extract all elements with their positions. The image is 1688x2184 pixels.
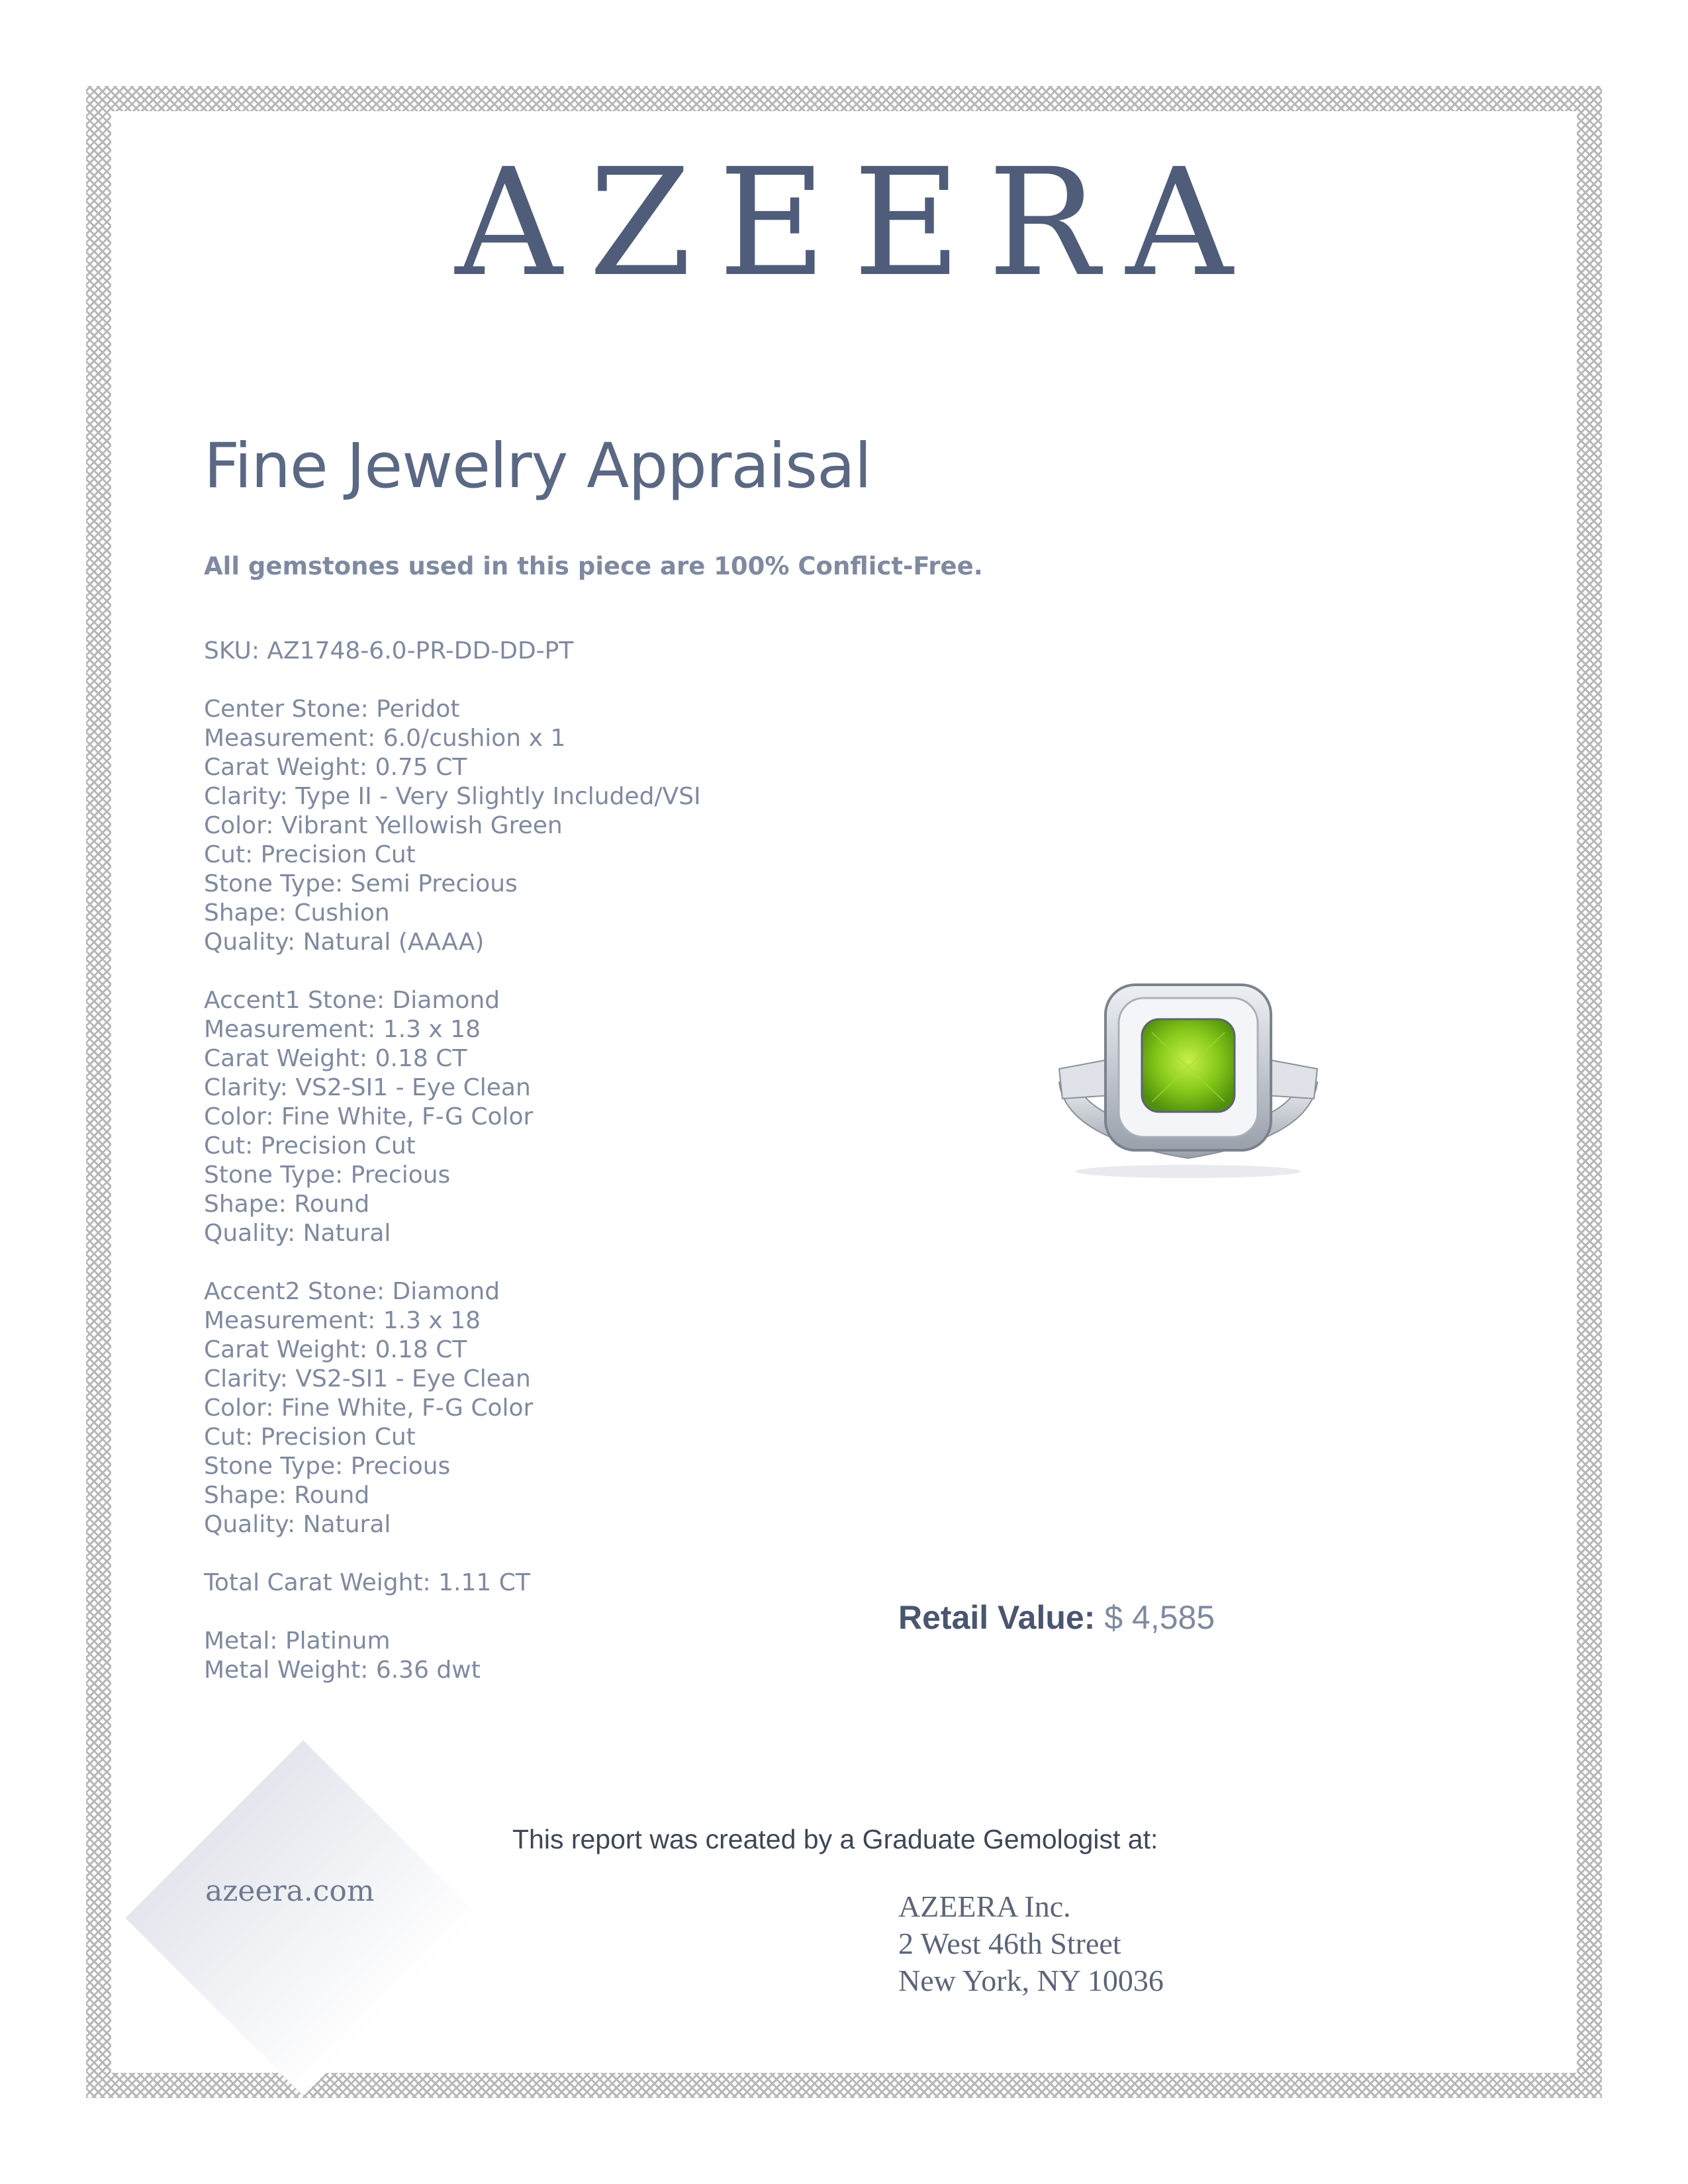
detail-line: Stone Type: Precious — [204, 1161, 451, 1189]
detail-line: Shape: Cushion — [204, 899, 390, 927]
detail-line: Measurement: 1.3 x 18 — [204, 1016, 481, 1043]
ring-image — [1046, 973, 1331, 1185]
detail-line: Stone Type: Precious — [204, 1453, 451, 1480]
page-title: Fine Jewelry Appraisal — [204, 430, 871, 502]
detail-line: Carat Weight: 0.18 CT — [204, 1336, 467, 1363]
detail-line: Cut: Precision Cut — [204, 1424, 416, 1451]
address-line: New York, NY 10036 — [898, 1964, 1164, 1997]
retail-value-amount: $ 4,585 — [1104, 1599, 1215, 1636]
sku-line: SKU: AZ1748-6.0-PR-DD-DD-PT — [204, 637, 574, 664]
detail-line: Shape: Round — [204, 1482, 370, 1509]
brand-logo: AZEERA — [455, 136, 1260, 309]
detail-line: Clarity: VS2-SI1 - Eye Clean — [204, 1365, 531, 1392]
gemologist-note: This report was created by a Graduate Gemologist at: — [512, 1824, 1158, 1854]
detail-line: Shape: Round — [204, 1191, 370, 1218]
accent2-section — [204, 1277, 701, 1539]
accent1-section — [204, 986, 701, 1248]
detail-line: Quality: Natural (AAAA) — [204, 929, 485, 956]
detail-line: Clarity: VS2-SI1 - Eye Clean — [204, 1074, 531, 1101]
detail-line: Quality: Natural — [204, 1220, 391, 1247]
metal-weight: Metal Weight: 6.36 dwt — [204, 1657, 481, 1684]
detail-line: Stone Type: Semi Precious — [204, 870, 518, 897]
retail-value-label: Retail Value: — [898, 1599, 1096, 1636]
address-line: AZEERA Inc. — [898, 1889, 1071, 1923]
website-link[interactable]: azeera.com — [205, 1874, 375, 1908]
detail-line: Measurement: 1.3 x 18 — [204, 1307, 481, 1334]
metal-type: Metal: Platinum — [204, 1627, 391, 1655]
center-stone-section — [204, 695, 701, 957]
detail-line: Carat Weight: 0.18 CT — [204, 1045, 467, 1072]
appraisal-details — [204, 637, 701, 1685]
conflict-free-note: All gemstones used in this piece are 100% Conflict-Free. — [204, 552, 983, 580]
detail-line: Color: Vibrant Yellowish Green — [204, 812, 563, 839]
detail-line: Measurement: 6.0/cushion x 1 — [204, 725, 566, 752]
detail-line: Center Stone: Peridot — [204, 696, 460, 723]
detail-line: Quality: Natural — [204, 1511, 391, 1538]
detail-line: Color: Fine White, F-G Color — [204, 1394, 534, 1422]
retail-value — [898, 1598, 1215, 1637]
detail-line: Clarity: Type II - Very Slightly Included/VSI — [204, 783, 701, 810]
total-carat-weight: Total Carat Weight: 1.11 CT — [204, 1569, 530, 1596]
address-line: 2 West 46th Street — [898, 1927, 1121, 1960]
company-address — [898, 1888, 1164, 1999]
detail-line: Carat Weight: 0.75 CT — [204, 754, 467, 781]
detail-line: Cut: Precision Cut — [204, 1132, 416, 1160]
detail-line: Accent2 Stone: Diamond — [204, 1278, 500, 1305]
detail-line: Color: Fine White, F-G Color — [204, 1103, 534, 1130]
detail-line: Cut: Precision Cut — [204, 841, 416, 868]
detail-line: Accent1 Stone: Diamond — [204, 987, 500, 1014]
